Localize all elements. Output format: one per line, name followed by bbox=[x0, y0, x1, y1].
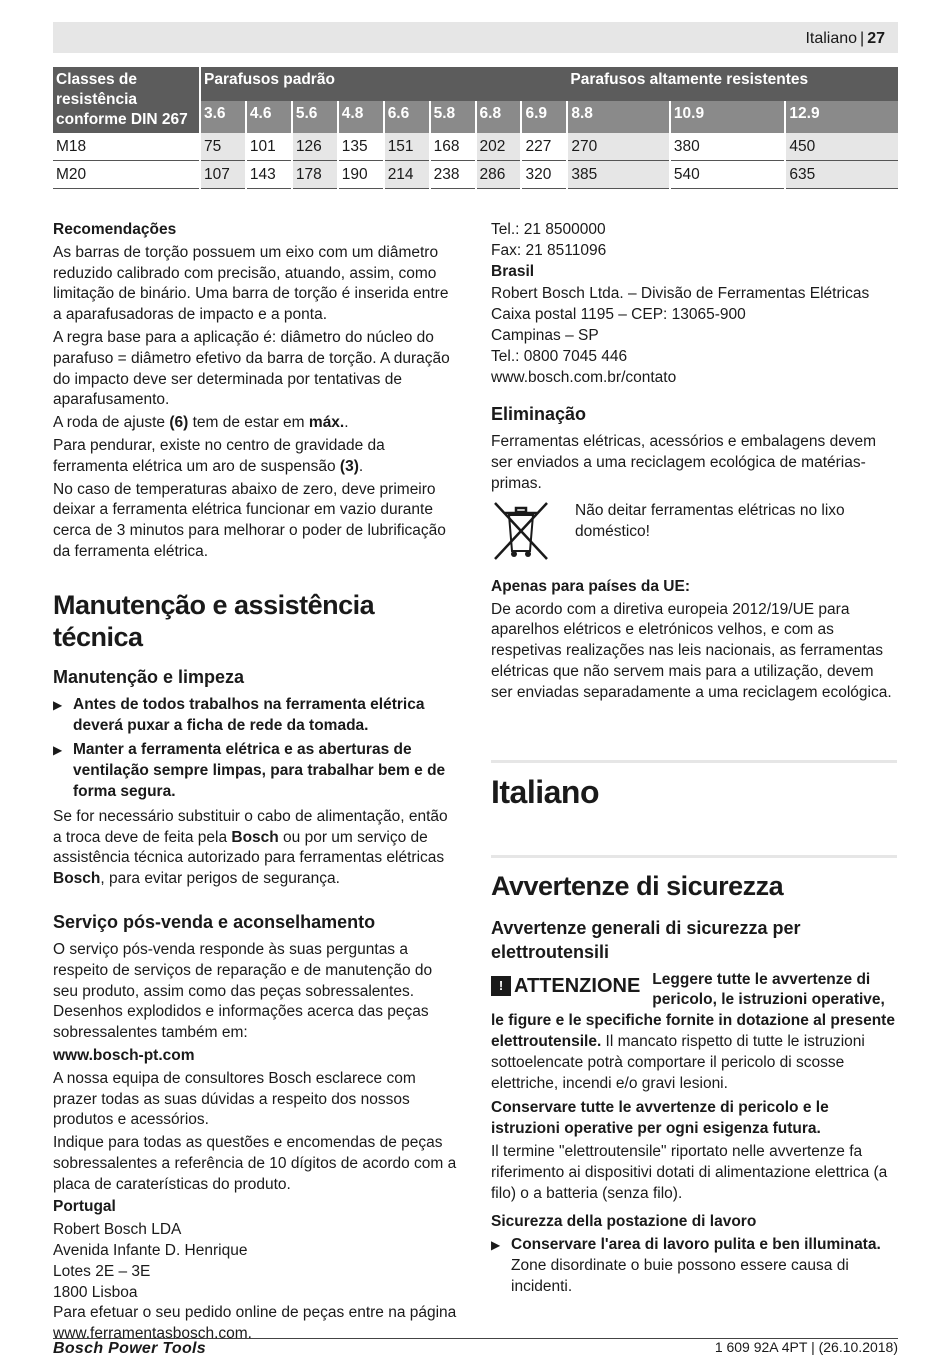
page-header bbox=[53, 22, 898, 53]
table-value-cell: 190 bbox=[338, 161, 384, 189]
weee-warning bbox=[491, 501, 897, 563]
rec-paragraph-1: As barras de torção possuem um eixo com um diâmetro reduzido calibrado com precisão, atuando, assim, como limitação de binário. Uma barra de torção é inserida entre a aparafusadoras de impacto e a ponta. bbox=[53, 243, 449, 324]
table-class-header: Classes de resistência conforme DIN 267 bbox=[53, 67, 200, 133]
rec-paragraph-3: A roda de ajuste (6) tem de estar em máx.. bbox=[53, 414, 349, 432]
table-value-cell: 168 bbox=[430, 133, 476, 161]
table-grade-header: 10.9 bbox=[670, 101, 786, 133]
table-row bbox=[53, 133, 898, 161]
table-value-cell: 101 bbox=[246, 133, 292, 161]
service-url[interactable]: www.bosch-pt.com bbox=[53, 1046, 195, 1064]
table-value-cell: 107 bbox=[200, 161, 246, 189]
section-divider bbox=[491, 760, 897, 763]
bullet-arrow-icon: ▶ bbox=[53, 743, 63, 758]
brasil-address: Robert Bosch Ltda. – Divisão de Ferramentas Elétricas Caixa postal 1195 – CEP: 13065-900 Campinas – SP Tel.: 0800 7045 446 www.bosch.com.br/contato bbox=[491, 285, 870, 386]
page-number: 27 bbox=[867, 30, 885, 47]
bullet-arrow-icon: ▶ bbox=[53, 697, 63, 712]
table-value-cell: 320 bbox=[521, 161, 567, 189]
table-group-standard: Parafusos padrão bbox=[200, 67, 567, 101]
attention-block bbox=[491, 970, 897, 1095]
contact-tel-fax: Tel.: 21 8500000 Fax: 21 8511096 bbox=[491, 221, 607, 259]
table-value-cell: 178 bbox=[292, 161, 338, 189]
table-value-cell: 75 bbox=[200, 133, 246, 161]
safety-title: Avvertenze di sicurezza bbox=[491, 870, 784, 901]
general-safety-title: Avvertenze generali di sicurezza per elettroutensili bbox=[491, 917, 801, 962]
table-grade-header: 6.6 bbox=[384, 101, 430, 133]
table-value-cell: 214 bbox=[384, 161, 430, 189]
attention-text: Il mancato rispetto di tutte le istruzioni sottoelencate potrà comportare il pericolo di scosse elettriche, incendi e/o gravi lesioni. bbox=[491, 1032, 865, 1092]
table-grade-header: 4.6 bbox=[246, 101, 292, 133]
attention-bold-text: Leggere tutte le avvertenze di pericolo, le istruzioni operative, le figure e le specifiche fornite in dotazione al presente elettroutensile. bbox=[491, 970, 895, 1050]
table-value-cell: 385 bbox=[567, 161, 670, 189]
table-value-cell: 126 bbox=[292, 133, 338, 161]
brasil-title: Brasil bbox=[491, 262, 535, 280]
italian-section-title: Italiano bbox=[491, 773, 600, 810]
table-value-cell: 380 bbox=[670, 133, 786, 161]
table-value-cell: 450 bbox=[785, 133, 898, 161]
table-value-cell: 540 bbox=[670, 161, 786, 189]
rec-paragraph-4: Para pendurar, existe no centro de gravidade da ferramenta elétrica um aro de suspensão (3). bbox=[53, 436, 385, 475]
table-body bbox=[53, 133, 898, 189]
service-title: Serviço pós-venda e aconselhamento bbox=[53, 911, 376, 932]
attention-label: ! ATTENZIONE bbox=[491, 974, 640, 998]
weee-text: Não deitar ferramentas elétricas no lixo doméstico! bbox=[575, 501, 845, 540]
table-value-cell: 143 bbox=[246, 161, 292, 189]
table-grade-header: 6.8 bbox=[476, 101, 522, 133]
elimination-title: Eliminação bbox=[491, 404, 587, 425]
bullet-arrow-icon: ▶ bbox=[491, 1238, 501, 1253]
cable-paragraph: Se for necessário substituir o cabo de alimentação, então a troca deve de feita pela Bosch ou por um serviço de assistência técnica autorizado para ferramentas elétricas Bosch, para evitar perigos de segurança. bbox=[53, 807, 448, 888]
table-grade-header: 12.9 bbox=[785, 101, 898, 133]
table-value-cell: 635 bbox=[785, 161, 898, 189]
table-value-cell: 286 bbox=[476, 161, 522, 189]
service-paragraph-3: Indique para todas as questões e encomendas de peças sobressalentes a referência de 10 dígitos de acordo com a placa de caraterísticas do produto. bbox=[53, 1134, 457, 1193]
service-paragraph-1: O serviço pós-venda responde às suas perguntas a respeito de serviços de reparação e de manutenção do seu produto, assim como das peças sobressalentes. Desenhos explodidos e informações acerca das peças sobressalentes também em: bbox=[53, 940, 433, 1042]
table-value-cell: 238 bbox=[430, 161, 476, 189]
section-divider bbox=[491, 855, 897, 858]
eu-paragraph: De acordo com a diretiva europeia 2012/19/UE para aparelhos elétricos e eletrónicos velhos, e com as respetivas realizações nas leis nacionais, as ferramentas elétricas que não servem mais para a utilização, devem ser enviadas separadamente a uma reciclagem ecológica. bbox=[491, 600, 892, 701]
table-value-cell: 227 bbox=[521, 133, 567, 161]
service-paragraph-2: A nossa equipa de consultores Bosch esclarece com prazer todas as suas dúvidas a respeito dos nossos produtos e acessórios. bbox=[53, 1069, 416, 1129]
strength-table bbox=[53, 67, 898, 189]
rec-title: Recomendações bbox=[53, 221, 177, 238]
table-value-cell: 151 bbox=[384, 133, 430, 161]
table-grade-header: 3.6 bbox=[200, 101, 246, 133]
table-size-cell: M20 bbox=[53, 161, 200, 189]
table-row bbox=[53, 161, 898, 189]
header-language: Italiano bbox=[805, 30, 858, 47]
table-grade-header: 4.8 bbox=[338, 101, 384, 133]
keep-instructions: Conservare tutte le avvertenze di pericolo e le istruzioni operative per ogni esigenza futura. bbox=[491, 1099, 829, 1138]
header-separator: | bbox=[860, 30, 865, 47]
left-column bbox=[53, 220, 459, 1345]
right-column bbox=[491, 220, 897, 1302]
rec-paragraph-5: No caso de temperaturas abaixo de zero, deve primeiro deixar a ferramenta elétrica funcionar em vazio durante cerca de 3 minutos para melhorar o poder de lubrificação da ferramenta elétrica. bbox=[53, 480, 446, 560]
crossed-bin-icon bbox=[491, 501, 565, 563]
term-paragraph: Il termine "elettroutensile" riportato nelle avvertenze fa riferimento ai dispositivi dotati di alimentazione elettrica (a filo) o a batteria (senza filo). bbox=[491, 1142, 888, 1202]
elimination-paragraph: Ferramentas elétricas, acessórios e embalagens devem ser enviados a uma reciclagem ecológica de matérias-primas. bbox=[491, 433, 877, 492]
portugal-address: Robert Bosch LDA Avenida Infante D. Henrique Lotes 2E – 3E 1800 Lisboa Para efetuar o seu pedido online de peças entre na página www.ferramentasbosch.com. bbox=[53, 1221, 457, 1343]
table-grade-header: 6.9 bbox=[521, 101, 567, 133]
table-group-high: Parafusos altamente resistentes bbox=[567, 67, 898, 101]
bullet-keep-clean: ▶ Manter a ferramenta elétrica e as aberturas de ventilação sempre limpas, para trabalhar bem e de forma segura. bbox=[53, 741, 446, 800]
bullet-unplug: ▶ Antes de todos trabalhos na ferramenta elétrica deverá puxar a ficha de rede da tomada. bbox=[53, 695, 425, 734]
footer-doc-id: 1 609 92A 4PT | (26.10.2018) bbox=[714, 1339, 898, 1355]
cleaning-title: Manutenção e limpeza bbox=[53, 666, 245, 687]
workplace-title: Sicurezza della postazione di lavoro bbox=[491, 1213, 757, 1231]
table-grade-header: 8.8 bbox=[567, 101, 670, 133]
table-grade-header: 5.8 bbox=[430, 101, 476, 133]
maintenance-title: Manutenção e assistência técnica bbox=[53, 589, 375, 652]
table-value-cell: 135 bbox=[338, 133, 384, 161]
portugal-title: Portugal bbox=[53, 1198, 116, 1216]
warning-triangle-icon: ! bbox=[491, 976, 511, 996]
bullet-workplace: ▶ Conservare l'area di lavoro pulita e ben illuminata. Zone disordinate o buie possono essere causa di incidenti. bbox=[491, 1236, 881, 1295]
table-value-cell: 270 bbox=[567, 133, 670, 161]
table-size-cell: M18 bbox=[53, 133, 200, 161]
table-grade-header: 5.6 bbox=[292, 101, 338, 133]
eu-title: Apenas para países da UE: bbox=[491, 577, 690, 595]
table-value-cell: 202 bbox=[476, 133, 522, 161]
footer-brand: Bosch Power Tools bbox=[53, 1340, 206, 1357]
rec-paragraph-2: A regra base para a aplicação é: diâmetro do núcleo do parafuso = diâmetro efetivo da barra de torção. A duração do impacto deve ser determinada por tentativas de aparafusamento. bbox=[53, 328, 450, 409]
